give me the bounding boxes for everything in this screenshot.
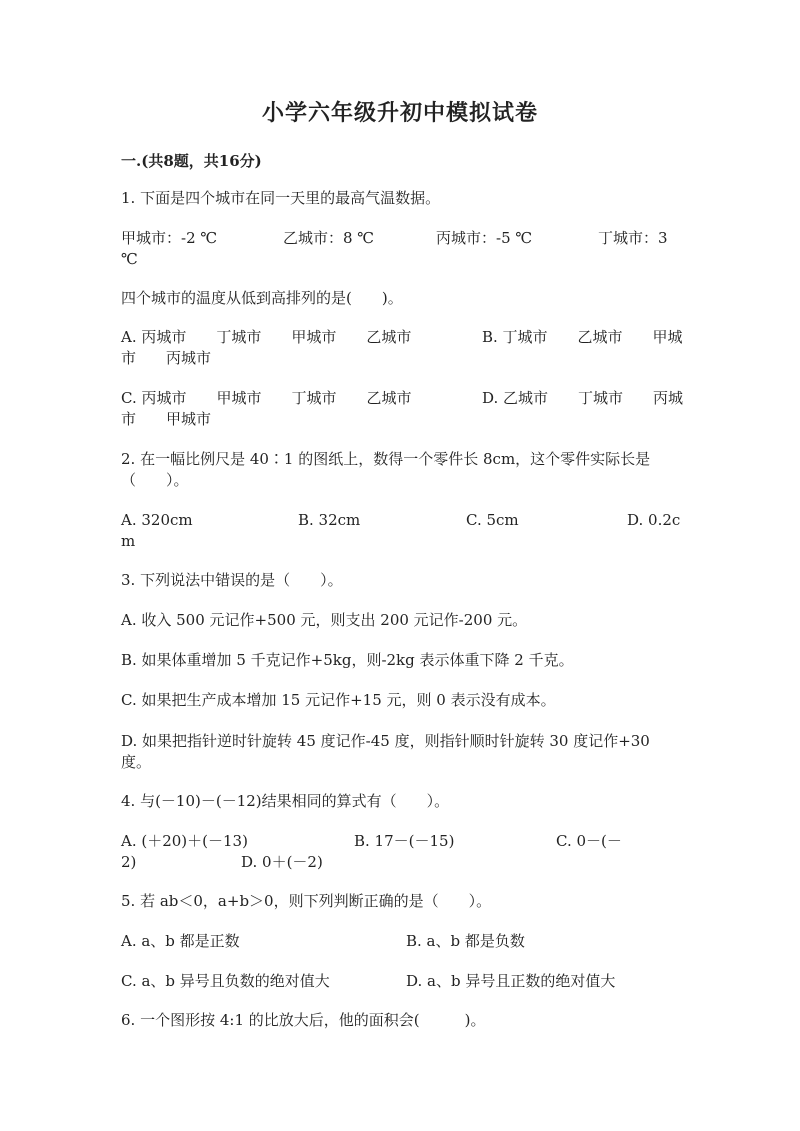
question-3-option-d-wrap: 度。 — [121, 753, 152, 771]
question-2-stem-wrap: （ ）。 — [121, 471, 189, 489]
question-2-stem: 2. 在一幅比例尺是 40∶1 的图纸上，数得一个零件长 8cm，这个零件实际长是 — [121, 450, 651, 468]
question-1-option-c: C. 丙城市 甲城市 丁城市 乙城市 — [121, 389, 412, 407]
temp-city-bing: 丙城市：-5 ℃ — [436, 229, 533, 247]
temp-unit-wrap: ℃ — [121, 250, 138, 268]
question-4-stem: 4. 与(－10)－(－12)结果相同的算式有（ ）。 — [121, 792, 450, 810]
question-1-option-b: B. 丁城市 乙城市 甲城 — [482, 328, 683, 346]
question-1-question: 四个城市的温度从低到高排列的是( )。 — [121, 289, 403, 307]
temp-city-jia: 甲城市：-2 ℃ — [121, 229, 218, 247]
question-3-option-d: D. 如果把指针逆时针旋转 45 度记作-45 度，则指针顺时针旋转 30 度记作+30 — [121, 732, 650, 750]
question-4-option-a: A. (＋20)＋(－13) — [121, 832, 248, 850]
question-5-option-a: A. a、b 都是正数 — [121, 932, 240, 950]
question-2-option-a: A. 320cm — [121, 511, 193, 529]
question-2-option-c: C. 5cm — [466, 511, 519, 529]
question-2-option-d: D. 0.2c — [627, 511, 681, 529]
question-4-option-c: C. 0－(－ — [556, 832, 622, 850]
question-3-option-c: C. 如果把生产成本增加 15 元记作+15 元，则 0 表示没有成本。 — [121, 691, 556, 709]
question-5-option-d: D. a、b 异号且正数的绝对值大 — [406, 972, 616, 990]
temp-city-yi: 乙城市：8 ℃ — [283, 229, 375, 247]
page-title: 小学六年级升初中模拟试卷 — [261, 100, 538, 126]
question-5-option-c: C. a、b 异号且负数的绝对值大 — [121, 972, 330, 990]
question-3-stem: 3. 下列说法中错误的是（ ）。 — [121, 571, 343, 589]
question-1-option-a: A. 丙城市 丁城市 甲城市 乙城市 — [121, 328, 412, 346]
question-1-option-b-wrap: 市 丙城市 — [121, 349, 212, 367]
question-1-option-d: D. 乙城市 丁城市 丙城 — [482, 389, 684, 407]
temp-city-ding: 丁城市：3 — [598, 229, 668, 247]
question-3-option-a: A. 收入 500 元记作+500 元，则支出 200 元记作-200 元。 — [121, 611, 528, 629]
question-6-stem: 6. 一个图形按 4:1 的比放大后，他的面积会( )。 — [121, 1011, 486, 1029]
question-4-option-b: B. 17－(－15) — [354, 832, 455, 850]
question-2-option-b: B. 32cm — [298, 511, 361, 529]
question-3-option-b: B. 如果体重增加 5 千克记作+5kg，则-2kg 表示体重下降 2 千克。 — [121, 651, 574, 669]
question-1-stem: 1. 下面是四个城市在同一天里的最高气温数据。 — [121, 189, 441, 207]
question-5-stem: 5. 若 ab＜0，a+b＞0，则下列判断正确的是（ ）。 — [121, 892, 492, 910]
section-heading: 一.(共8题，共16分) — [121, 152, 262, 170]
question-1-option-d-wrap: 市 甲城市 — [121, 410, 212, 428]
question-2-option-d-wrap: m — [121, 532, 136, 550]
question-4-option-d: D. 0＋(－2) — [241, 853, 323, 871]
question-5-option-b: B. a、b 都是负数 — [406, 932, 525, 950]
question-4-option-c-wrap: 2) — [121, 853, 137, 871]
